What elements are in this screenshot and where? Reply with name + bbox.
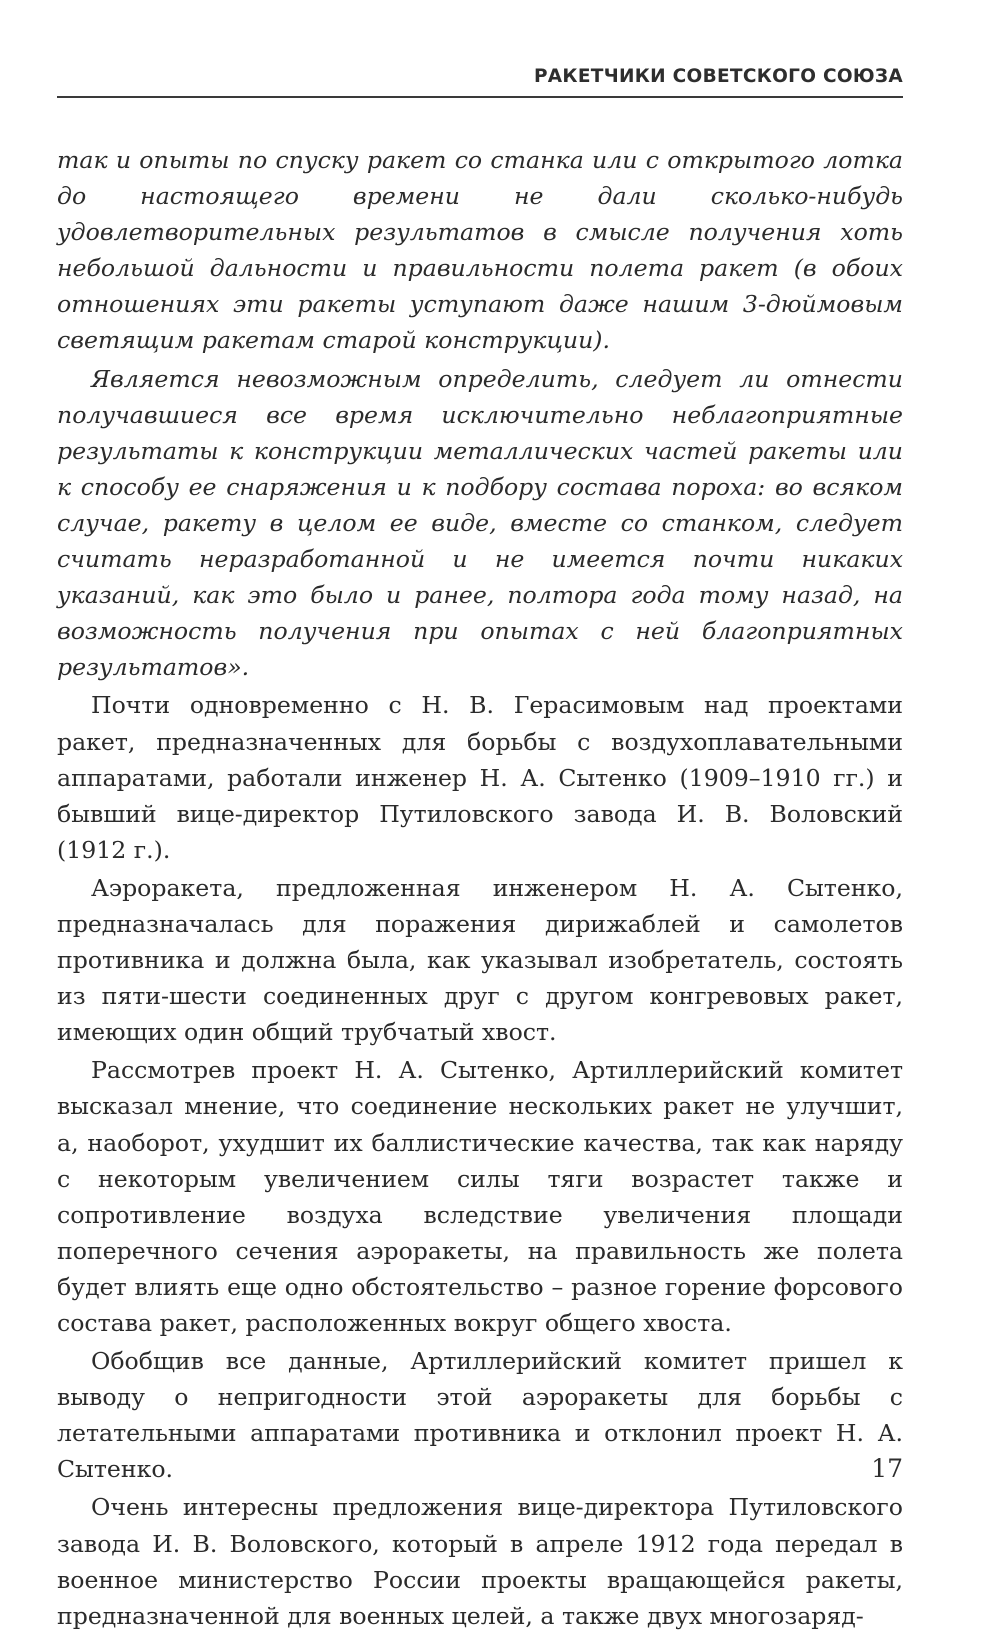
paragraph: Рассмотрев проект Н. А. Сытенко, Артиллерийский комитет высказал мнение, что соединение нескольких ракет не улучшит, а, наоборот, ухудшит их баллистические качества, так как наряду с некоторым увеличением силы тяги возрастет также и сопротивление воздуха вследствие увеличения площади поперечного сечения аэроракеты, на правильность же полета будет влиять еще одно обстоятельство – разное горение форсового состава ракет, расположенных вокруг общего хвоста. — [57, 1056, 903, 1337]
paragraph: Обобщив все данные, Артиллерийский комитет пришел к выводу о непригодности этой аэроракеты для борьбы с летательными аппаратами противника и отклонил проект Н. А. Сытенко. — [57, 1347, 903, 1484]
paragraph: Почти одновременно с Н. В. Герасимовым над проектами ракет, предназначенных для борьбы с воздухоплавательными аппаратами, работали инженер Н. А. Сытенко (1909–1910 гг.) и бывший вице-директор Путиловского завода И. В. Воловский (1912 г.). — [57, 691, 903, 864]
book-page — [57, 0, 903, 1630]
header-rule — [57, 96, 903, 98]
paragraph-quote-conclusion: Является невозможным определить, следует ли отнести получавшиеся все время исключительно неблагоприятные результаты к конструкции металлических частей ракеты или к способу ее снаряжения и к подбору состава пороха: во всяком случае, ракету в целом ее виде, вместе со станком, следует считать неразработанной и не имеется почти никаких указаний, как это было и ранее, полтора года тому назад, на возможность получения при опытах с ней благоприятных результатов». — [57, 364, 903, 682]
paragraph: Очень интересны предложения вице-директора Путиловского завода И. В. Воловского, который в апреле 1912 года передал в военное министерство России проекты вращающейся ракеты, предназначенной для военных целей, а также двух многозаряд- — [57, 1493, 903, 1630]
body-text — [57, 142, 903, 1634]
paragraph: Аэроракета, предложенная инженером Н. А. Сытенко, предназначалась для поражения дирижаблей и самолетов противника и должна была, как указывал изобретатель, состоять из пяти-шести соединенных друг с другом конгревовых ракет, имеющих один общий трубчатый хвост. — [57, 873, 903, 1047]
page-number: 17 — [871, 1454, 903, 1483]
running-header: РАКЕТЧИКИ СОВЕТСКОГО СОЮЗА — [533, 66, 903, 87]
paragraph-quote-continuation: так и опыты по спуску ракет со станка или с открытого лотка до настоящего времени не дали сколько-нибудь удовлетворительных результатов в смысле получения хоть небольшой дальности и правильности полета ракет (в обоих отношениях эти ракеты уступают даже нашим 3-дюймовым светящим ракетам старой конструкции). — [57, 146, 903, 355]
